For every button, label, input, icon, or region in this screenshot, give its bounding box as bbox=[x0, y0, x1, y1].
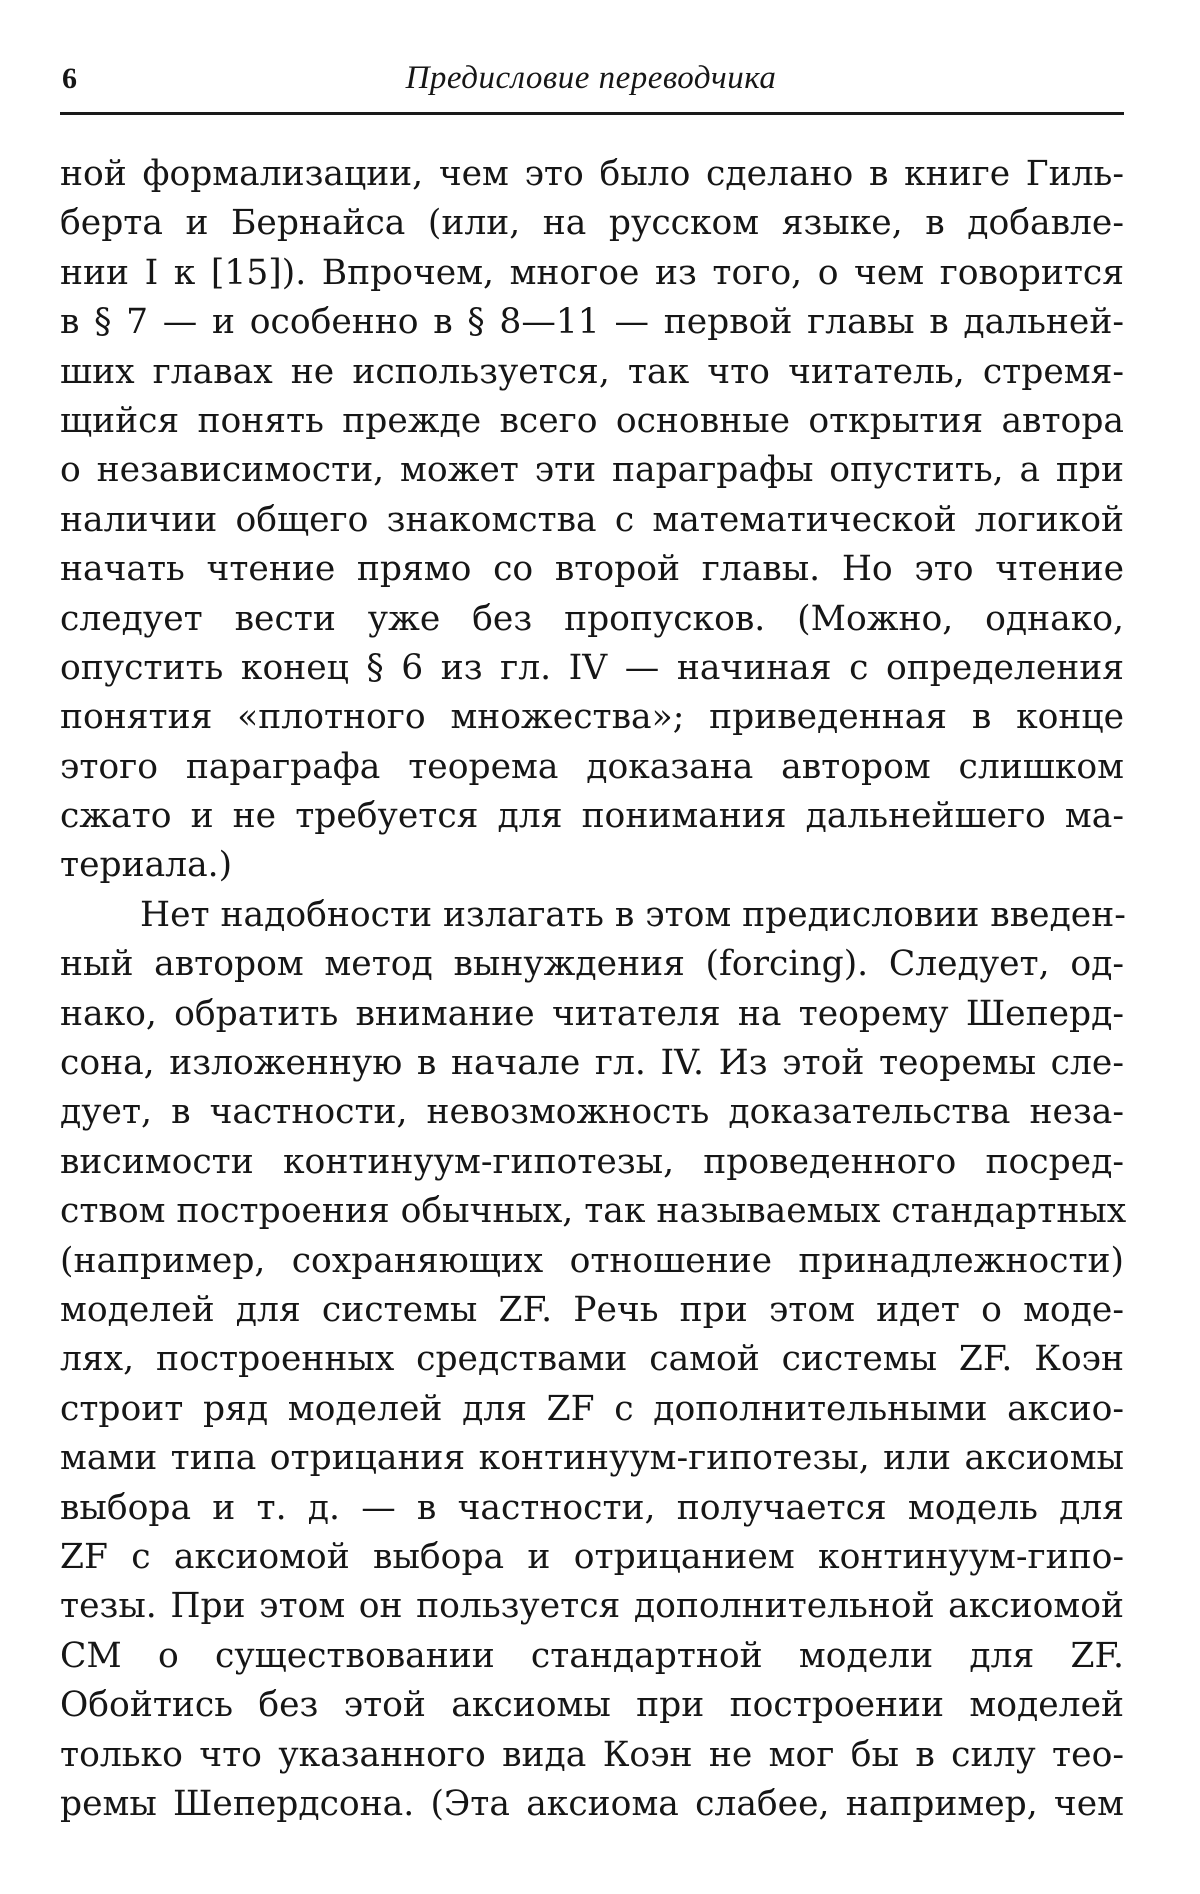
text-line: только что указанного вида Коэн не мог бы в силу тео- bbox=[60, 1734, 1124, 1775]
text-line: в § 7 — и особенно в § 8—11 — первой главы в дальней- bbox=[60, 302, 1124, 343]
text-line: висимости континуум-гипотезы, проведенного посред- bbox=[60, 1141, 1124, 1182]
text-line: тезы. При этом он пользуется дополнительной аксиомой bbox=[60, 1586, 1124, 1627]
text-line: наличии общего знакомства с математической логикой bbox=[60, 499, 1124, 540]
text-line: начать чтение прямо со второй главы. Но это чтение bbox=[60, 549, 1124, 590]
text-line: ZF с аксиомой выбора и отрицанием континуум-гипо- bbox=[60, 1536, 1124, 1577]
text-line: берта и Бернайса (или, на русском языке, в добавле- bbox=[60, 203, 1124, 244]
text-line: (например, сохраняющих отношение принадлежности) bbox=[60, 1240, 1124, 1281]
text-line: строит ряд моделей для ZF с дополнительными аксио- bbox=[60, 1388, 1124, 1429]
body-text bbox=[60, 150, 1127, 1829]
page-header bbox=[60, 60, 1122, 110]
text-line: лях, построенных средствами самой системы ZF. Коэн bbox=[60, 1339, 1124, 1380]
text-line: ремы Шепердсона. (Эта аксиома слабее, например, чем bbox=[60, 1783, 1124, 1824]
text-line: нако, обратить внимание читателя на теорему Шеперд- bbox=[60, 993, 1124, 1034]
text-line: понятия «плотного множества»; приведенная в конце bbox=[60, 697, 1124, 738]
text-line: щийся понять прежде всего основные открытия автора bbox=[60, 400, 1124, 441]
text-line: сжато и не требуется для понимания дальнейшего ма- bbox=[60, 796, 1124, 837]
text-line: моделей для системы ZF. Речь при этом идет о моде- bbox=[60, 1289, 1124, 1330]
text-line: ством построения обычных, так называемых стандартных bbox=[60, 1191, 1127, 1232]
running-title: Предисловие переводчика bbox=[405, 60, 777, 96]
paragraph bbox=[60, 150, 1124, 891]
text-line: сона, изложенную в начале гл. IV. Из этой теоремы сле- bbox=[60, 1043, 1124, 1084]
text-line: следует вести уже без пропусков. (Можно, однако, bbox=[60, 598, 1124, 639]
paragraph bbox=[60, 891, 1127, 1829]
page-number: 6 bbox=[62, 62, 77, 95]
text-line: мами типа отрицания континуум-гипотезы, или аксиомы bbox=[60, 1438, 1124, 1479]
text-line: ной формализации, чем это было сделано в книге Гиль- bbox=[60, 154, 1124, 194]
text-line: выбора и т. д. — в частности, получается модель для bbox=[60, 1487, 1124, 1528]
text-line: териала.) bbox=[60, 845, 233, 886]
text-line: дует, в частности, невозможность доказательства неза- bbox=[60, 1092, 1124, 1133]
text-line: Нет надобности излагать в этом предисловии введен- bbox=[140, 894, 1126, 935]
text-line: о независимости, может эти параграфы опустить, а при bbox=[60, 450, 1124, 491]
text-line: этого параграфа теорема доказана автором слишком bbox=[60, 746, 1124, 787]
text-line: СМ о существовании стандартной модели для ZF. bbox=[60, 1635, 1124, 1676]
text-line: ших главах не используется, так что читатель, стремя- bbox=[60, 351, 1124, 392]
text-line: Обойтись без этой аксиомы при построении моделей bbox=[60, 1685, 1124, 1726]
text-line: опустить конец § 6 из гл. IV — начиная с определения bbox=[60, 647, 1124, 688]
text-line: ный автором метод вынуждения (forcing). Следует, од- bbox=[60, 944, 1124, 985]
header-rule bbox=[60, 112, 1124, 115]
text-line: нии I к [15]). Впрочем, многое из того, о чем говорится bbox=[60, 252, 1124, 293]
